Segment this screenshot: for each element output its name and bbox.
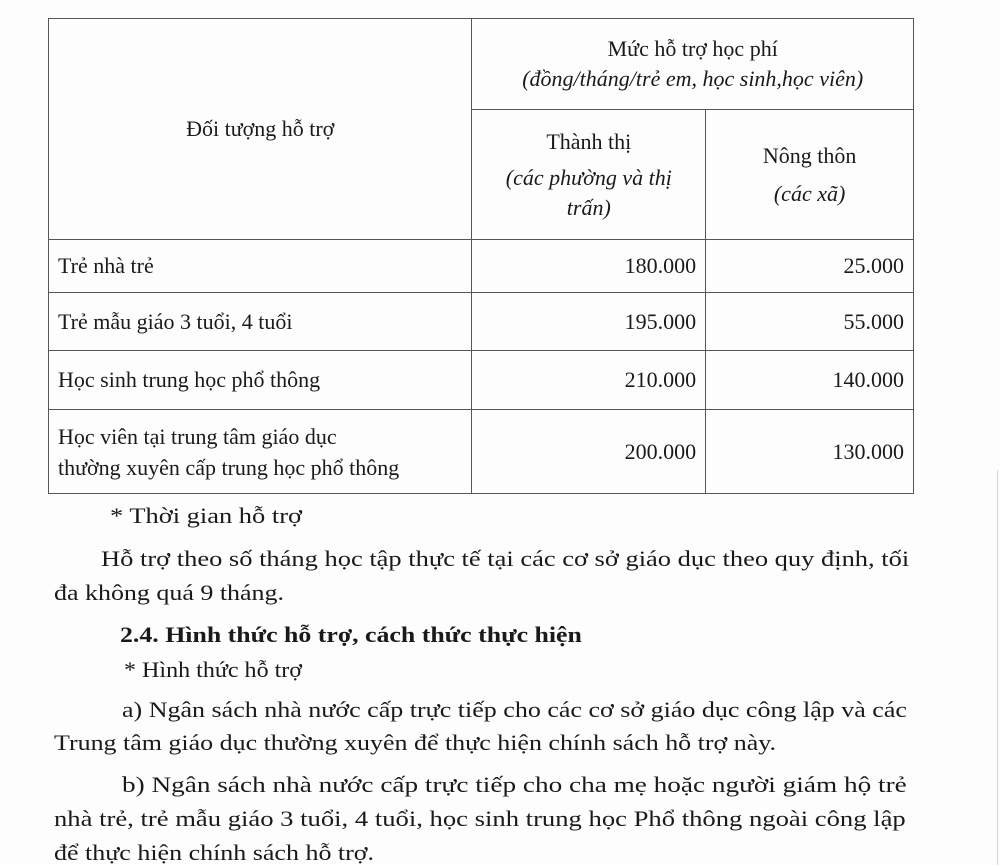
header-rural xyxy=(706,110,914,240)
time-text-line2: đa không quá 9 tháng. xyxy=(54,580,284,605)
header-urban-note-line2: trấn) xyxy=(566,194,611,220)
table-row xyxy=(49,293,914,351)
table-row xyxy=(49,410,914,494)
header-support-level xyxy=(472,19,914,110)
time-heading: * Thời gian hỗ trợ xyxy=(110,503,303,528)
row-subject: Học sinh trung học phổ thông xyxy=(49,351,472,410)
row-urban-amount: 200.000 xyxy=(472,410,706,494)
header-subject: Đối tượng hỗ trợ xyxy=(49,19,472,240)
table-row xyxy=(49,351,914,410)
row-urban-amount: 180.000 xyxy=(472,240,706,293)
form-heading: * Hình thức hỗ trợ xyxy=(124,657,303,682)
header-urban xyxy=(472,110,706,240)
header-rural-title: Nông thôn xyxy=(762,142,857,168)
item-b-line2: nhà trẻ, trẻ mẫu giáo 3 tuổi, 4 tuổi, học sinh trung học Phổ thông ngoài công lập xyxy=(54,806,906,831)
row-rural-amount: 140.000 xyxy=(706,351,914,410)
item-a-line2: Trung tâm giáo dục thường xuyên để thực hiện chính sách hỗ trợ này. xyxy=(54,730,777,755)
page-edge-divider xyxy=(997,470,998,865)
header-support-level-title: Mức hỗ trợ học phí xyxy=(607,36,778,62)
item-a-line1: a) Ngân sách nhà nước cấp trực tiếp cho các cơ sở giáo dục công lập và các xyxy=(122,697,907,722)
header-urban-note-line1: (các phường và thị xyxy=(505,164,672,190)
row-rural-amount: 130.000 xyxy=(706,410,914,494)
row-urban-amount: 195.000 xyxy=(472,293,706,351)
time-text-line1: Hỗ trợ theo số tháng học tập thực tế tại các cơ sở giáo dục theo quy định, tối xyxy=(101,546,910,571)
header-support-level-unit: (đồng/tháng/trẻ em, học sinh,học viên) xyxy=(522,66,864,92)
table-row xyxy=(49,240,914,293)
row-rural-amount: 55.000 xyxy=(706,293,914,351)
row-subject: Trẻ nhà trẻ xyxy=(49,240,472,293)
row-subject xyxy=(49,410,472,494)
row-subject: Trẻ mẫu giáo 3 tuổi, 4 tuổi xyxy=(49,293,472,351)
row-subject-line2: thường xuyên cấp trung học phổ thông xyxy=(58,454,400,480)
header-urban-title: Thành thị xyxy=(546,128,632,154)
tuition-support-table xyxy=(48,18,914,494)
header-rural-note: (các xã) xyxy=(773,180,846,206)
row-rural-amount: 25.000 xyxy=(706,240,914,293)
row-urban-amount: 210.000 xyxy=(472,351,706,410)
section-heading: 2.4. Hình thức hỗ trợ, cách thức thực hiện xyxy=(120,622,582,647)
item-b-line1: b) Ngân sách nhà nước cấp trực tiếp cho cha mẹ hoặc người giám hộ trẻ xyxy=(122,772,907,797)
item-b-line3: để thực hiện chính sách hỗ trợ. xyxy=(54,840,375,865)
row-subject-line1: Học viên tại trung tâm giáo dục xyxy=(58,423,337,449)
